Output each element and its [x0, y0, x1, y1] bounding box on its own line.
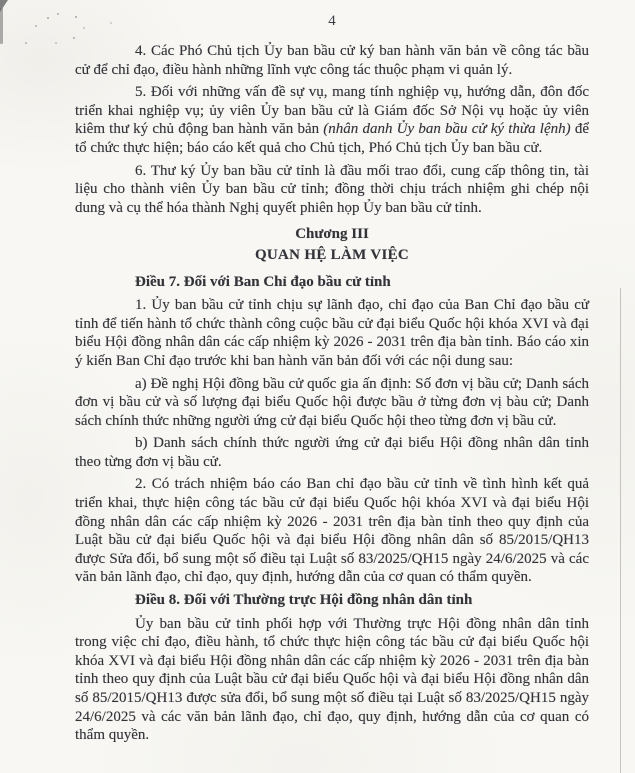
article-7-heading-text: Điều 7. Đối với Ban Chỉ đạo bầu cử tỉnh [135, 273, 391, 290]
chapter-heading [75, 225, 589, 244]
clause-5 [75, 83, 593, 157]
clause-4-text: 4. Các Phó Chủ tịch Ủy ban bầu cử ký ban hành văn bản về công tác bầu cử để chỉ đạo, điều hành những lĩnh vực công tác thuộc phạm vi quản lý. [75, 43, 593, 78]
page-number: 4 [328, 13, 336, 29]
article-8-body [75, 615, 593, 745]
document-body [75, 42, 593, 749]
article-8-heading-text: Điều 8. Đối với Thường trực Hội đồng nhân dân tỉnh [135, 592, 473, 609]
clause-6-text: 6. Thư ký Ủy ban bầu cử tỉnh là đầu mối trao đổi, cung cấp thông tin, tài liệu cho thành viên Ủy ban bầu cử tỉnh; đồng thời chịu trách nhiệm ghi chép nội dung và cụ thể hóa thành Nghị quyết phiên họp Ủy ban bầu cử tỉnh. [75, 162, 593, 216]
clause-5-text: để tổ chức thực hiện; báo cáo kết quả cho Chủ tịch, Phó Chủ tịch Ủy ban bầu cử. [75, 121, 593, 156]
scan-speckles [47, 17, 49, 19]
clause-5-text: 5. Đối với những vấn đề sự vụ, mang tính nghiệp vụ, hướng dẫn, đôn đốc triển khai nghiệp vụ; ủy viên Ủy ban bầu cử là Giám đốc Sở Nội vụ hoặc ủy viên kiêm thư ký chủ động ban hành văn bản [75, 84, 593, 138]
clause-5-text: (nhân danh Ủy ban bầu cử ký thừa lệnh) [323, 121, 571, 138]
article-8-heading [75, 591, 589, 610]
article-7-heading [75, 273, 589, 292]
article-7-clause-1-text: 1. Ủy ban bầu cử tỉnh chịu sự lãnh đạo, chỉ đạo của Ban Chỉ đạo bầu cử tỉnh để tiến hành tổ chức thành công cuộc bầu cử đại biểu Quốc hội khóa XVI và đại biểu Hội đồng nhân dân các cấp nhiệm kỳ 2026 - 2031 trên địa bàn tỉnh. Báo cáo xin ý kiến Ban Chỉ đạo trước khi ban hành văn bản đối với các nội dung sau: [75, 297, 593, 369]
article-7-clause-2-text: 2. Có trách nhiệm báo cáo Ban chỉ đạo bầu cử tỉnh về tình hình kết quả triển khai, thực hiện công tác bầu cử đại biểu Quốc hội khóa XVI và đại biểu Hội đồng nhân dân các cấp nhiệm kỳ 2026 - 2031 trên địa bàn tỉnh theo quy định của Luật bầu cử đại biểu Quốc hội và đại biểu Hội đồng nhân dân số 85/2015/QH13 được Sửa đổi, bổ sung một số điều tại Luật số 83/2025/QH15 ngày 24/6/2025 và các văn bản lãnh đạo, chỉ đạo, quy định, hướng dẫn của cơ quan có thẩm quyền. [75, 476, 593, 586]
article-7-point-b-text: b) Danh sách chính thức người ứng cử đại biểu Hội đồng nhân dân tỉnh theo từng đơn vị bầu cử. [75, 435, 593, 470]
article-7-clause-1 [75, 296, 593, 370]
chapter-title [75, 246, 589, 265]
scan-right-edge-line [620, 288, 621, 773]
clause-4 [75, 42, 593, 79]
article-7-point-b [75, 434, 593, 471]
chapter-title-text: QUAN HỆ LÀM VIỆC [254, 246, 410, 263]
article-8-body-text: Ủy ban bầu cử tỉnh phối hợp với Thường trực Hội đồng nhân dân tỉnh trong việc chỉ đạo, điều hành, tổ chức thực hiện công tác bầu cử đại biểu Quốc hội khóa XVI và đại biểu Hội đồng nhân dân các cấp nhiệm kỳ 2026 - 2031 trên địa bàn tỉnh theo quy định của Luật bầu cử đại biểu Quốc hội và đại biểu Hội đồng nhân dân số 85/2015/QH13 được sửa đổi, bổ sung một số điều tại Luật số 83/2025/QH15 ngày 24/6/2025 và các văn bản lãnh đạo, chỉ đạo, quy định, hướng dẫn của cơ quan có thẩm quyền. [75, 615, 593, 744]
article-7-point-a [75, 375, 593, 431]
article-7-clause-2 [75, 475, 593, 587]
clause-6 [75, 162, 593, 218]
article-7-point-a-text: a) Đề nghị Hội đồng bầu cử quốc gia ấn định: Số đơn vị bầu cử; Danh sách đơn vị bầu cử và số lượng đại biểu Quốc hội được bầu ở từng đơn vị bàu cử; Danh sách chính thức những người ứng cử đại biểu Quốc hội theo từng đơn vị bầu cử. [75, 375, 593, 429]
chapter-heading-text: Chương III [295, 226, 369, 243]
scan-left-edge-mark [0, 8, 3, 44]
